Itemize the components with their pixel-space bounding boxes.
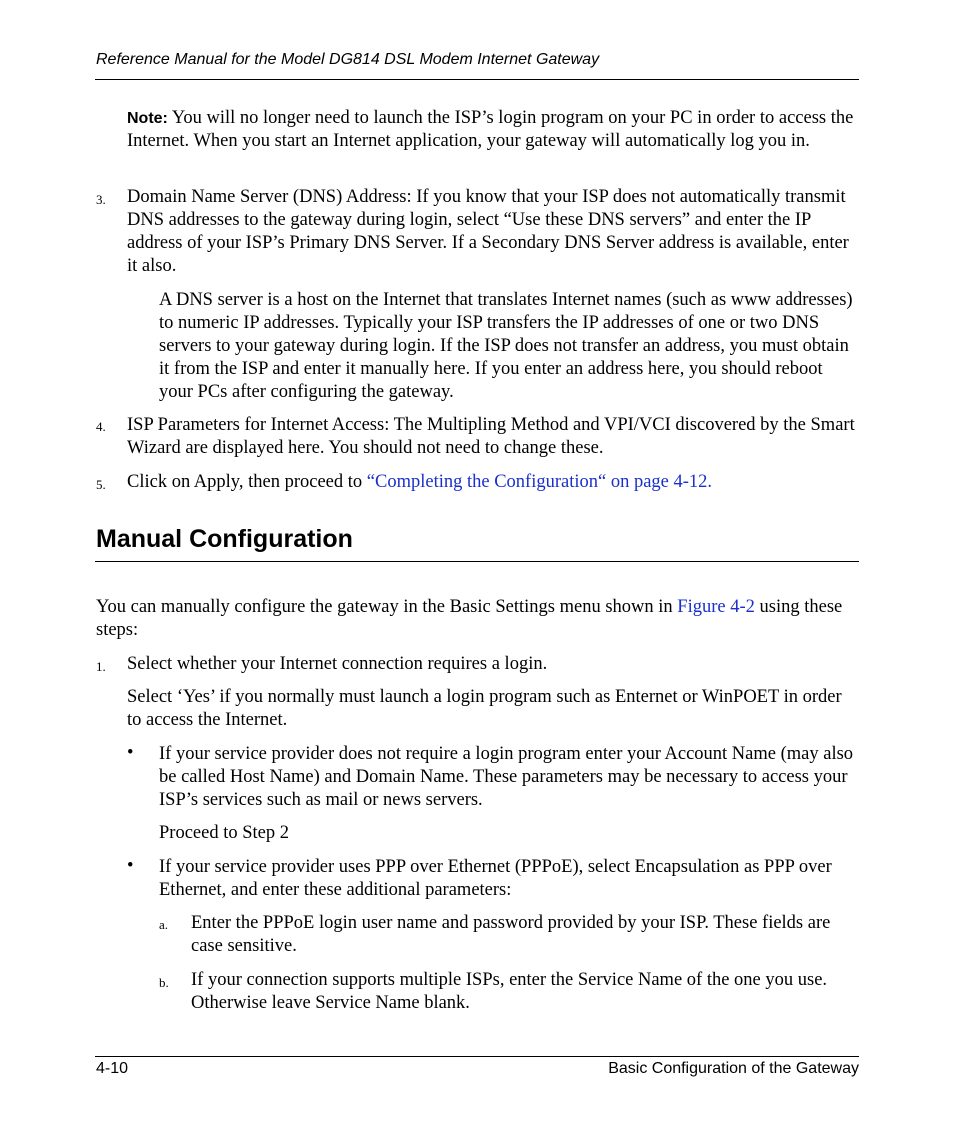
step-text: ISP Parameters for Internet Access: The Multipling Method and VPI/VCI discovered by the Smart Wizard are displayed here. You should not need to change these. (127, 415, 855, 458)
bullet-symbol: • (127, 856, 134, 876)
step-text-after-link: . (707, 472, 713, 492)
running-header: Reference Manual for the Model DG814 DSL Modem Internet Gateway (96, 51, 600, 68)
step-number: 4. (96, 419, 106, 434)
note-text: You will no longer need to launch the ISP’s login program on your PC in order to access the Internet. When you start an Internet application, your gateway will automatically log you in. (127, 108, 854, 151)
step-text (127, 471, 859, 494)
substep-letter: b. (159, 975, 169, 990)
step-number: 5. (96, 477, 106, 492)
intro-text: You can manually configure the gateway in the Basic Settings menu shown in (96, 597, 678, 617)
completing-configuration-link[interactable]: “Completing the Configuration“ on page 4-12 (366, 472, 708, 492)
chapter-title: Basic Configuration of the Gateway (608, 1060, 859, 1077)
intro-text: using these steps: (96, 597, 843, 640)
figure-link[interactable]: Figure 4-2 (677, 597, 755, 617)
bullet-text: If your service provider uses PPP over Ethernet (PPPoE), select Encapsulation as PPP over Ethernet, and enter these additional parameters: (159, 857, 832, 900)
step-detail: Select ‘Yes’ if you normally must launch a login program such as Enternet or WinPOET in order to access the Internet. (127, 687, 842, 730)
step-text-before-link: Click on Apply, then proceed to (127, 472, 367, 492)
bullet-text: If your service provider does not require a login program enter your Account Name (may also be called Host Name) and Domain Name. These parameters may be necessary to access your ISP’s services such as mail or news servers. (159, 744, 854, 810)
step-number: 1. (96, 659, 106, 674)
footer-rule (95, 1056, 859, 1057)
section-heading: Manual Configuration (96, 525, 353, 553)
header-rule (95, 79, 859, 80)
substep-text: Enter the PPPoE login user name and password provided by your ISP. These fields are case sensitive. (191, 913, 831, 956)
step-number: 3. (96, 192, 106, 207)
note-label: Note: (127, 110, 168, 127)
dns-explanation: A DNS server is a host on the Internet that translates Internet names (such as www addresses) to numeric IP addresses. Typically your ISP transfers the IP addresses of one or two DNS servers to your gateway during login. If the ISP does not transfer an address, you must obtain it from the ISP and enter it manually here. If you enter an address here, you should reboot your PCs after configuring the gateway. (159, 290, 853, 402)
step-text: Select whether your Internet connection requires a login. (127, 654, 548, 674)
page-number: 4-10 (96, 1060, 129, 1077)
substep-letter: a. (159, 917, 169, 932)
section-intro (96, 596, 859, 642)
proceed-text: Proceed to Step 2 (159, 823, 289, 843)
substep-text: If your connection supports multiple ISPs, enter the Service Name of the one you use. Otherwise leave Service Name blank. (191, 970, 828, 1013)
section-rule (95, 561, 859, 562)
step-text: Domain Name Server (DNS) Address: If you know that your ISP does not automatically transmit DNS addresses to the gateway during login, select “Use these DNS servers” and enter the IP address of your ISP’s Primary DNS Server. If a Secondary DNS Server address is available, enter it also. (127, 187, 849, 276)
bullet-symbol: • (127, 743, 134, 763)
note-paragraph (127, 107, 859, 153)
